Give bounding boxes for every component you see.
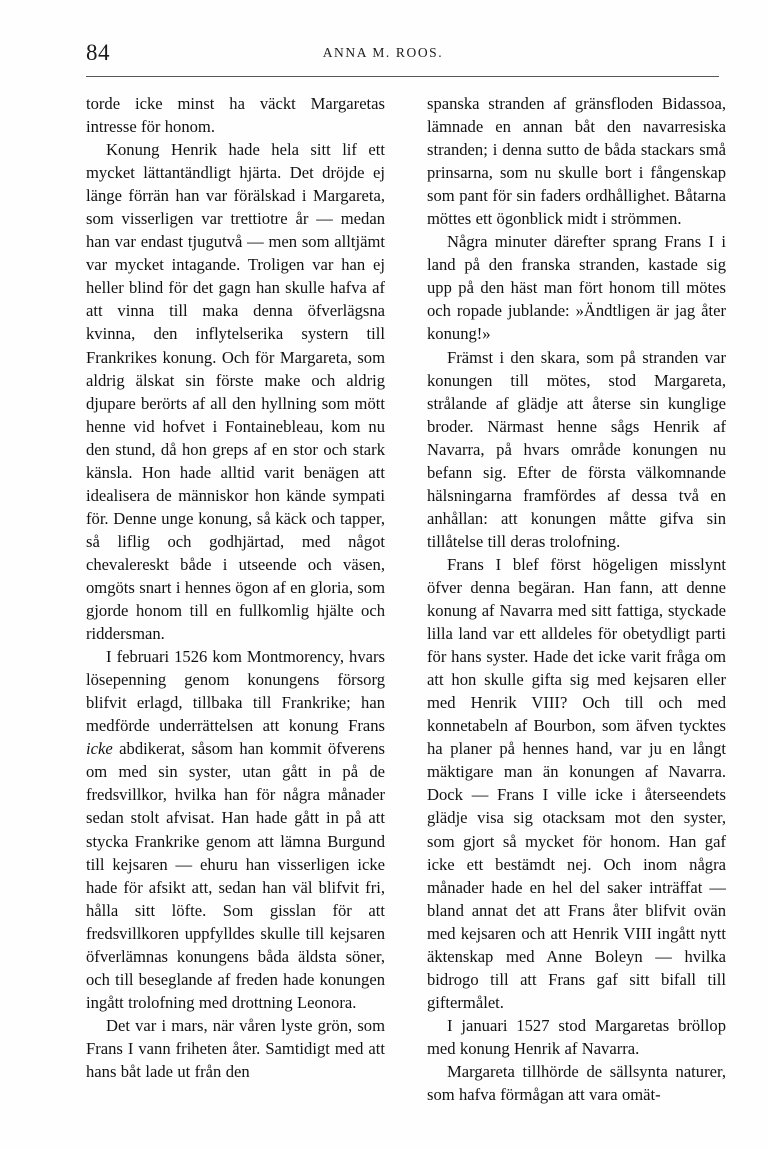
paragraph-text-after-italic: abdikerat, såsom han kommit öfverens om med sin syster, utan gått in på de fredsvillkor, hvilka han för några månader sedan stolt afvisat. Han hade gått in på att stycka Frankrike genom att lämna Burgund till kejsaren — ehuru han visserligen icke hade för afsikt att, sedan han väl blifvit fri, hålla sitt löfte. Som gisslan för att fredsvillkoren uppfylldes skulle till kejsaren öfverlämnas konungens båda äldsta söner, och till beseglande af freden hade konungen ingått trolofning med drottning Leonora. xyxy=(86,739,385,1012)
paragraph: spanska stranden af gränsfloden Bidassoa, lämnade en annan båt den navarresiska stranden; i denna sutto de båda stackars små prinsarna, som nu skulle bort i fångenskap som pant för sin faders ordhållighet. Båtarna möttes ett ögonblick midt i strömmen. xyxy=(427,94,726,229)
paragraph: Konung Henrik hade hela sitt lif ett mycket lättantändligt hjärta. Det dröjde ej länge förrän han var förälskad i Margareta, som visserligen var trettiotre år — medan han var endast tjugutvå — men som alltjämt var mycket intagande. Troligen var han ej heller blind för det gagn han skulle hafva af att vinna till maka denna öfverlägsna kvinna, den inflytelserika systern till Frankrikes konung. Och för Margareta, som aldrig älskat sin förste make och aldrig djupare berörts af all den hyllning som mött henne vid hofvet i Fontainebleau, kom nu den stund, då hon greps af en stor och stark känsla. Hon hade alltid varit benägen att idealisera de människor hon kände sympati för. Denne unge konung, så käck och tapper, så liflig och godhjärtad, med något chevalereskt både i utseende och väsen, omgöts snart i hennes ögon af en gloria, som gjorde honom till en fullkomlig hjälte och riddersman. xyxy=(86,140,385,644)
paragraph-text-before-italic: I februari 1526 kom Montmorency, hvars lösepenning genom konungens försorg blifvit erlagd, tillbaka till Frankrike; han medförde underrättelsen att konung Frans xyxy=(86,647,385,736)
paragraph: torde icke minst ha väckt Margaretas intresse för honom. xyxy=(86,94,385,137)
paragraph: Frans I blef först högeligen misslynt öfver denna begäran. Han fann, att denne konung af Navarra med sitt fattiga, styckade lilla land var ett alldeles för obetydligt parti för hans syster. Hade det icke varit fråga om att hon skulle gifta sig med kejsaren eller med Henrik VIII? Och till och med konnetabeln af Bourbon, som äfven tycktes ha planer på hennes hand, var ju en långt mäktigare man än konungen af Navarra. Dock — Frans I ville icke i återseendets glädje visa sig otacksam mot den syster, som gjort så mycket för honom. Han gaf icke ett bestämdt nej. Och inom några månader hade en hel del saker inträffat — bland annat det att Frans åter blifvit ovän med kejsaren och att Henrik VIII ingått nytt äktenskap med Anne Boleyn — hvilka bidrogo till att Frans gaf sitt bifall till giftermålet. xyxy=(427,554,726,1012)
right-column xyxy=(427,92,726,1106)
paragraph: Främst i den skara, som på stranden var konungen till mötes, stod Margareta, strålande af glädje att återse sin kunglige broder. Närmast henne sågs Henrik af Navarra, på hvars område konungen nu befann sig. Efter de första välkomnande hälsningarna framfördes af dessa två en anhållan: att konungen måtte gifva sin tillåtelse till deras trolofning. xyxy=(427,347,726,551)
left-column xyxy=(86,92,385,1106)
italic-word: icke xyxy=(86,739,113,759)
paragraph: Margareta tillhörde de sällsynta naturer, som hafva förmågan att vara omät- xyxy=(427,1061,726,1105)
header-rule xyxy=(86,76,719,77)
paragraph: Några minuter därefter sprang Frans I i land på den franska stranden, kastade sig upp på den häst man fört honom till mötes och ropade jublande: »Ändtligen är jag åter konung!» xyxy=(427,232,726,344)
paragraph-with-italic xyxy=(86,645,385,1014)
paragraph: I januari 1527 stod Margaretas bröllop med konung Henrik af Navarra. xyxy=(427,1015,726,1058)
running-head xyxy=(86,40,716,74)
page-number: 84 xyxy=(86,40,110,65)
two-column-body xyxy=(86,92,726,1106)
paragraph: Det var i mars, när våren lyste grön, som Frans I vann friheten åter. Samtidigt med att hans båt lade ut från den xyxy=(86,1015,385,1081)
running-head-title: ANNA M. ROOS. xyxy=(322,45,444,60)
